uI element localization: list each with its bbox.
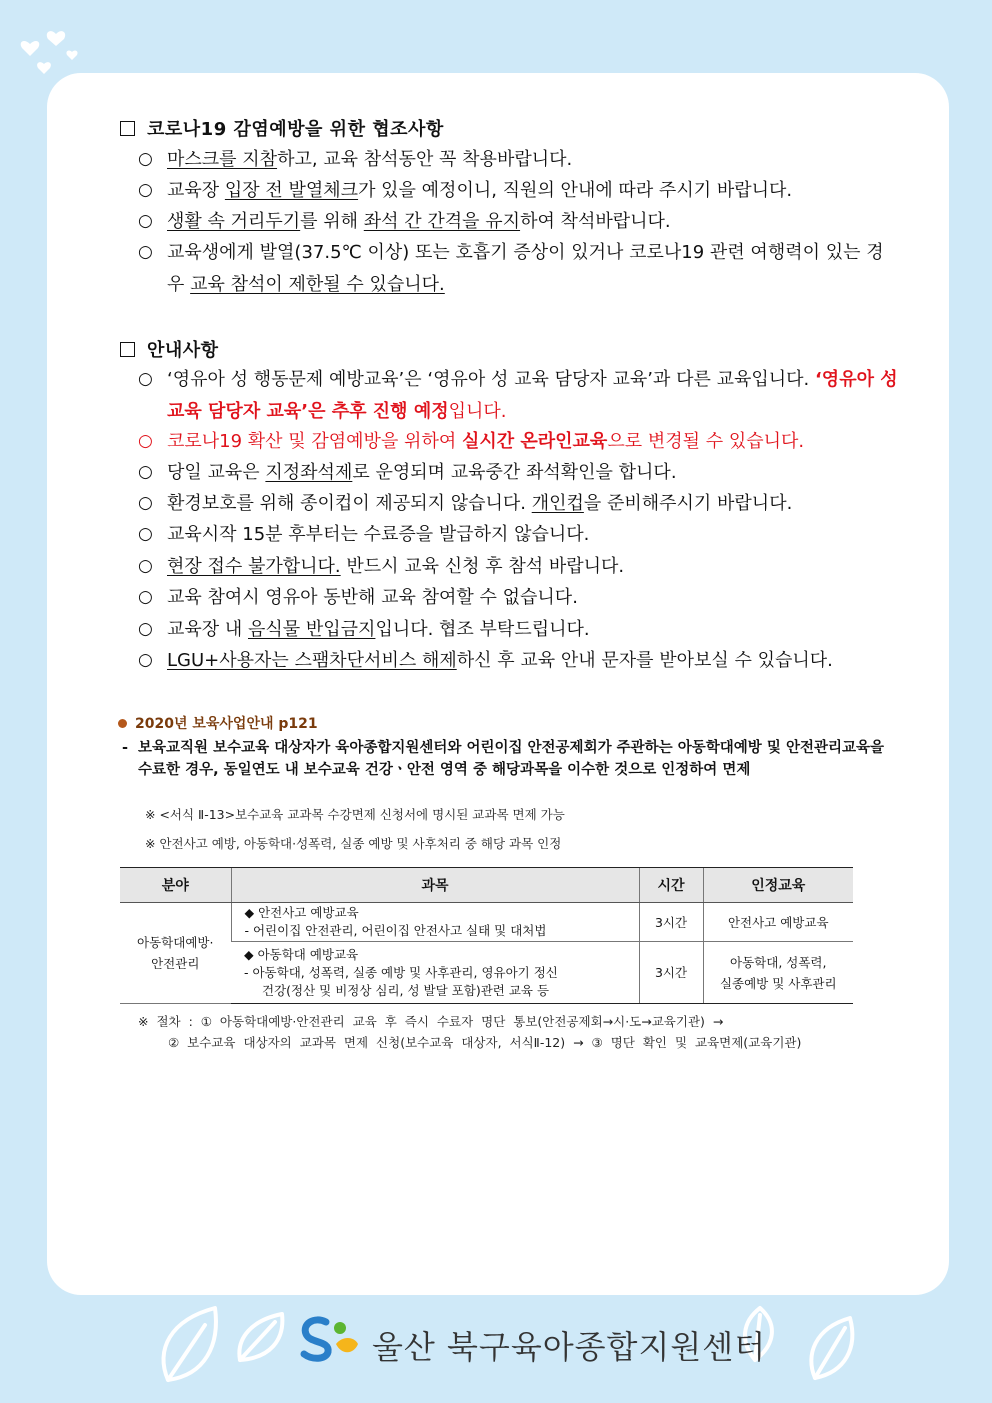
field-cell: 아동학대예방· 안전관리 [120, 903, 231, 1004]
table-header-cell: 시간 [639, 868, 703, 903]
procedure-footnote: ※ 절차 : ① 아동학대예방·안전관리 교육 후 즉시 수료자 명단 통보(안전공제회→시·도→교육기관) → ② 보수교육 대상자의 교과목 면제 신청(보수교육 대상자, 서식Ⅱ-12) → ③ 명단 확인 및 교육면제(교육기관) [138, 1014, 802, 1050]
center-brand-name: 울산 북구육아종합지원센터 [372, 1328, 767, 1366]
table-header-cell: 분야 [120, 868, 231, 903]
subject-cell: ◆ 아동학대 예방교육 - 아동학대, 성폭력, 실종 예방 및 사후관리, 영유아기 정신 건강(정산 및 비정상 심리, 성 발달 포함)관련 교육 등 [231, 942, 639, 1004]
credit-cell: 안전사고 예방교육 [703, 903, 853, 942]
list-item: ○ 교육장 내 음식물 반입금지입니다. 협조 부탁드립니다. [138, 614, 898, 646]
credit-cell: 아동학대, 성폭력, 실종예방 및 사후관리 [703, 942, 853, 1004]
section2-title: 안내사항 [120, 336, 219, 362]
list-item: ○ 코로나19 확산 및 감염예방을 위하여 실시간 온라인교육으로 변경될 수 있습니다. [138, 426, 898, 458]
list-item: ○ 교육생에게 발열(37.5℃ 이상) 또는 호흡기 증상이 있거나 코로나19 관련 여행력이 있는 경우 교육 참석이 제한될 수 있습니다. [138, 237, 898, 300]
time-cell: 3시간 [639, 942, 703, 1004]
list-item: ○ 현장 접수 불가합니다. 반드시 교육 신청 후 참석 바랍니다. [138, 551, 898, 583]
checkbox-square-icon [120, 121, 135, 136]
table-header-cell: 과목 [231, 868, 639, 903]
bullet-dot-icon [118, 719, 127, 728]
circle-bullet-icon: ○ [138, 462, 153, 482]
list-item: ○ 환경보호를 위해 종이컵이 제공되지 않습니다. 개인컵을 준비해주시기 바랍니다. [138, 488, 898, 520]
circle-bullet-icon: ○ [138, 524, 153, 544]
list-item: ○ LGU+사용자는 스팸차단서비스 해제하신 후 교육 안내 문자를 받아보실 수 있습니다. [138, 645, 898, 677]
circle-bullet-icon: ○ [138, 211, 153, 231]
circle-bullet-icon: ○ [138, 619, 153, 639]
circle-bullet-icon: ○ [138, 242, 153, 262]
reference-note: ※ <서식 Ⅱ-13>보수교육 교과목 수강면제 신청서에 명시된 교과목 면제 가능 [145, 807, 565, 822]
reference-note: ※ 안전사고 예방, 아동학대·성폭력, 실종 예방 및 사후처리 중 해당 과목 인정 [145, 836, 562, 851]
circle-bullet-icon: ○ [138, 587, 153, 607]
list-item: ○ ‘영유아 성 행동문제 예방교육’은 ‘영유아 성 교육 담당자 교육’과 다른 교육입니다. ‘영유아 성 교육 담당자 교육’은 추후 진행 예정입니다. [138, 364, 898, 427]
time-cell: 3시간 [639, 903, 703, 942]
subject-cell: ◆ 안전사고 예방교육 - 어린이집 안전관리, 어린이집 안전사고 실태 및 대처법 [231, 903, 639, 942]
reference-heading: 2020년 보육사업안내 p121 [118, 713, 318, 733]
circle-bullet-icon: ○ [138, 149, 153, 169]
list-item: ○ 교육시작 15분 후부터는 수료증을 발급하지 않습니다. [138, 519, 898, 551]
section1-title: 코로나19 감염예방을 위한 협조사항 [120, 115, 444, 141]
circle-bullet-icon: ○ [138, 369, 153, 389]
exemption-table [120, 867, 853, 1004]
circle-bullet-icon: ○ [138, 180, 153, 200]
circle-bullet-icon: ○ [138, 556, 153, 576]
table-header-row [120, 868, 853, 903]
circle-bullet-icon: ○ [138, 431, 153, 451]
hearts-decoration-icon [14, 18, 84, 78]
checkbox-square-icon [120, 342, 135, 357]
circle-bullet-icon: ○ [138, 493, 153, 513]
circle-bullet-icon: ○ [138, 650, 153, 670]
list-item: ○ 교육 참여시 영유아 동반해 교육 참여할 수 없습니다. [138, 582, 898, 614]
table-header-cell: 인정교육 [703, 868, 853, 903]
list-item: ○ 마스크를 지참하고, 교육 참석동안 꼭 착용바랍니다. [138, 144, 898, 176]
list-item: ○ 당일 교육은 지정좌석제로 운영되며 교육중간 좌석확인을 합니다. [138, 457, 898, 489]
table-row [120, 903, 853, 942]
reference-body: - 보육교직원 보수교육 대상자가 육아종합지원센터와 어린이집 안전공제회가 주관하는 아동학대예방 및 안전관리교육을 수료한 경우, 동일연도 내 보수교육 건강ㆍ안전 영역 중 해당과목을 이수한 것으로 인정하여 면제 [122, 740, 884, 778]
list-item: ○ 교육장 입장 전 발열체크가 있을 예정이니, 직원의 안내에 따라 주시기 바랍니다. [138, 175, 898, 207]
center-logo-icon [296, 1314, 362, 1364]
list-item: ○ 생활 속 거리두기를 위해 좌석 간 간격을 유지하여 착석바랍니다. [138, 206, 898, 238]
